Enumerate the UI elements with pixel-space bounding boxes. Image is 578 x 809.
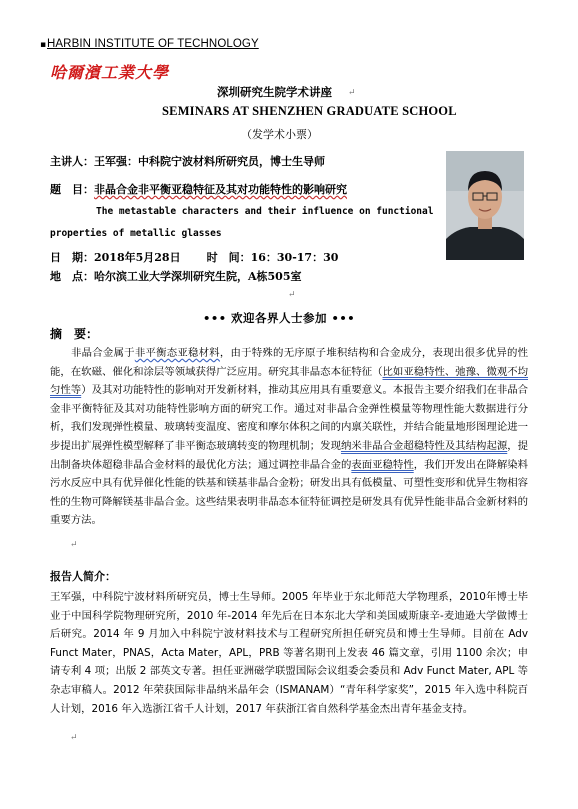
abstract-part: ，由于特殊的无序原子堆积结构和合金成分，表现出很多优异的性能，在软磁、催化和涂层等领域获得广泛应用。研究其非晶态本征特征（: [50, 347, 529, 378]
bio-text: 王军强，中科院宁波材料所研究员，博士生导师。2005 年毕业于东北师范大学物理系，2010年博士毕业于中国科学院物理研究所，2010 年-2014 年先后在日本东北大学和美国威斯康辛-麦迪逊大学做博士后研究。2014 年 9 月加入中科院宁波材料技术与工程研究所担任研究员和博士生导师。目前在 Adv Funct Mater，PNAS，Acta Mater，APL，PRB 等著名期刊上发表 46 篇文章，引用 1100 余次；申请专利 4 项；出版 2 部英文专著。担任亚洲磁学联盟国际会议组委会委员和 Adv Funct Mater, APL 等杂志审稿人。2012 年荣获国际非晶纳米晶年会（ISMANAM）“青年科学家奖”，2015 年入选中科院百人计划，2016 年入选浙江省千人计划，2017 年获浙江省自然科学基金杰出青年基金支持。: [50, 591, 528, 715]
speaker-photo: [446, 151, 524, 260]
time-value: 16：30-17：30: [250, 251, 339, 264]
ticket-note: （发学术小票）: [241, 128, 318, 141]
abstract-highlight: 比如亚稳特性、弛豫、微观不均匀性等: [50, 365, 529, 397]
place-value: 哈尔滨工业大学深圳研究生院，A栋505室: [94, 270, 302, 283]
date-label: 日 期：: [50, 251, 94, 264]
paragraph-mark-icon: ↵: [288, 290, 296, 300]
portrait-image: [446, 151, 524, 260]
abstract-text: [50, 344, 528, 530]
university-logo-text: 哈爾濱工業大學: [50, 63, 170, 82]
topic-label: 题 目：: [50, 183, 94, 196]
paragraph-mark-icon: ↵: [70, 733, 78, 743]
time-label: 时 间：: [206, 251, 251, 264]
abstract-part: 非晶合金属于: [71, 347, 135, 359]
topic-en-line-2: properties of metallic glasses: [50, 228, 222, 239]
welcome-banner: ••• 欢迎各界人士参加 •••: [203, 311, 356, 325]
seminar-title-cn: 深圳研究生院学术讲座: [217, 85, 332, 99]
abstract-highlight: 纳米非晶合金超稳特性及其结构起源: [340, 439, 508, 452]
paragraph-mark-icon: ↵: [348, 88, 356, 98]
date-time-line: [50, 249, 338, 265]
seminar-title-en: SEMINARS AT SHENZHEN GRADUATE SCHOOL: [162, 104, 457, 118]
date-value: 2018年5月28日: [94, 251, 181, 264]
topic-line: [50, 181, 347, 197]
bullet-icon: ▪: [40, 40, 47, 50]
abstract-highlight: 表面亚稳特性: [351, 458, 414, 471]
topic-cn: 非晶合金非平衡亚稳特征及其对功能特性的影响研究: [94, 183, 347, 196]
abstract-highlight: 非平衡态亚稳材料: [134, 347, 220, 359]
institution-name: HARBIN INSTITUTE OF TECHNOLOGY: [47, 38, 259, 50]
abstract-part: ，我们开发出在降解染料污水反应中具有优异催化性能的铁基和镁基非晶合金粉；研发出具有低模量、可塑性变形和优异生物相容性的生物可降解镁基非晶合金。这些结果表明非晶态本征特征调控是研发具有优异性能非晶合金新材料的重要方法。: [50, 458, 529, 527]
speaker-line: 主讲人：王军强：中科院宁波材料所研究员，博士生导师: [50, 155, 325, 168]
paragraph-mark-icon: ↵: [70, 540, 78, 550]
place-line: [50, 268, 302, 284]
abstract-part: ）及其对功能特性的影响对开发新材料，推动其应用具有重要意义。本报告主要介绍我们在非晶合金非平衡特征及其对功能特性影响方面的研究工作。通过对非晶合金弹性模量等物理性能大数据进行分析，我们发现弹性模量、玻璃转变温度、密度和摩尔体积之间的内禀关联性，并结合能量地形图理论进一步提出扩展弹性模型解释了非平衡态玻璃转变的物理机制；发现: [50, 384, 529, 452]
abstract-heading: 摘 要：: [50, 327, 99, 341]
topic-en-line-1: The metastable characters and their influence on functional: [96, 206, 434, 217]
abstract-part: ，提出制备块体超稳非晶合金材料的最优化方法；通过调控非晶合金的: [50, 439, 529, 471]
bio-heading: 报告人简介：: [50, 570, 116, 583]
place-label: 地 点：: [50, 270, 94, 283]
